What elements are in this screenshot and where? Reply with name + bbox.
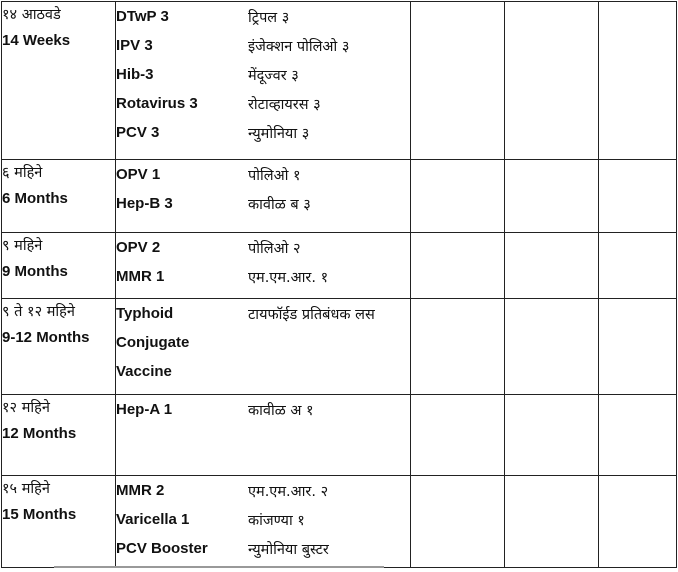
vaccine-name-marathi: कावीळ ब ३ [248,196,311,213]
schedule-row [2,395,677,476]
vaccine-name-english: IPV 3 [116,37,153,54]
age-label-marathi: ९ ते १२ महिने [2,304,75,320]
vaccine-name-english: Varicella 1 [116,511,190,528]
vaccine-cell [116,299,411,395]
vaccine-cell [116,233,411,299]
vaccine-name-english: Vaccine [116,363,172,380]
vaccine-name-english: MMR 1 [116,268,165,285]
age-label-english: 6 Months [2,190,68,207]
record-cell[interactable] [505,299,599,395]
vaccine-name-english: MMR 2 [116,482,165,499]
age-label-english: 14 Weeks [2,32,71,49]
record-cell[interactable] [505,160,599,233]
record-cell[interactable] [599,476,677,568]
record-cell[interactable] [411,476,505,568]
vaccine-name-english: Hib-3 [116,66,154,83]
record-cell[interactable] [599,233,677,299]
record-cell[interactable] [411,2,505,160]
vaccine-name-english: Typhoid [116,305,174,322]
vaccine-item [116,60,410,89]
age-label-marathi: ९ महिने [2,238,43,254]
vaccine-item [116,505,410,534]
vaccine-name-marathi: न्युमोनिया ३ [248,125,310,142]
record-cell[interactable] [505,476,599,568]
bottom-rule [54,566,384,568]
vaccine-name-marathi: पोलिओ १ [248,167,301,184]
vaccine-name-english: Hep-A 1 [116,401,173,418]
vaccine-item [116,328,410,357]
record-cell[interactable] [599,160,677,233]
vaccine-name-english: Rotavirus 3 [116,95,198,112]
vaccine-name-marathi: कांजण्या १ [248,512,305,529]
age-label-english: 12 Months [2,425,77,442]
vaccine-name-english: OPV 1 [116,166,161,183]
vaccine-name-marathi: न्युमोनिया बुस्टर [248,541,329,558]
schedule-row [2,233,677,299]
age-cell [2,233,116,299]
record-cell[interactable] [411,395,505,476]
vaccine-cell [116,160,411,233]
vaccine-item [116,299,410,328]
record-cell[interactable] [505,395,599,476]
age-label-marathi: १४ आठवडे [2,7,61,23]
vaccine-name-marathi: टायफॉईड प्रतिबंधक लस [248,306,375,323]
record-cell[interactable] [411,160,505,233]
vaccine-name-english: DTwP 3 [116,8,169,25]
age-label-marathi: १२ महिने [2,400,50,416]
vaccine-name-marathi: मेंदूज्वर ३ [248,67,299,84]
vaccine-name-marathi: पोलिओ २ [248,240,301,257]
vaccine-item [116,89,410,118]
vaccine-item [116,262,410,291]
schedule-row [2,2,677,160]
vaccine-cell [116,476,411,568]
age-label-marathi: ६ महिने [2,165,43,181]
age-label-english: 9-12 Months [2,329,90,346]
vaccine-item [116,233,410,262]
vaccine-item [116,160,410,189]
record-cell[interactable] [599,395,677,476]
vaccine-name-english: PCV Booster [116,540,208,557]
vaccine-name-marathi: इंजेक्शन पोलिओ ३ [248,38,350,55]
schedule-body [2,2,677,568]
schedule-row [2,160,677,233]
vaccine-name-english: PCV 3 [116,124,160,141]
vaccine-item [116,395,410,424]
vaccine-item [116,189,410,218]
vaccine-item [116,534,410,563]
record-cell[interactable] [411,299,505,395]
vaccine-name-marathi: एम.एम.आर. १ [248,269,329,286]
vaccine-name-marathi: ट्रिपल ३ [248,9,290,26]
vaccine-cell [116,395,411,476]
vaccine-name-english: Hep-B 3 [116,195,173,212]
vaccine-item [116,31,410,60]
vaccination-schedule-table [1,1,677,568]
age-cell [2,395,116,476]
vaccine-name-english: Conjugate [116,334,190,351]
vaccine-item [116,118,410,147]
vaccine-name-marathi: रोटाव्हायरस ३ [248,96,321,113]
age-label-english: 15 Months [2,506,77,523]
age-cell [2,160,116,233]
record-cell[interactable] [505,233,599,299]
age-cell [2,299,116,395]
vaccine-name-marathi: एम.एम.आर. २ [248,483,329,500]
vaccine-item [116,357,410,386]
age-cell [2,476,116,568]
schedule-row [2,299,677,395]
record-cell[interactable] [599,2,677,160]
record-cell[interactable] [599,299,677,395]
age-cell [2,2,116,160]
record-cell[interactable] [505,2,599,160]
vaccine-name-english: OPV 2 [116,239,161,256]
record-cell[interactable] [411,233,505,299]
vaccine-cell [116,2,411,160]
vaccine-item [116,2,410,31]
vaccine-item [116,476,410,505]
schedule-row [2,476,677,568]
vaccine-name-marathi: कावीळ अ १ [248,402,314,419]
age-label-marathi: १५ महिने [2,481,50,497]
age-label-english: 9 Months [2,263,68,280]
